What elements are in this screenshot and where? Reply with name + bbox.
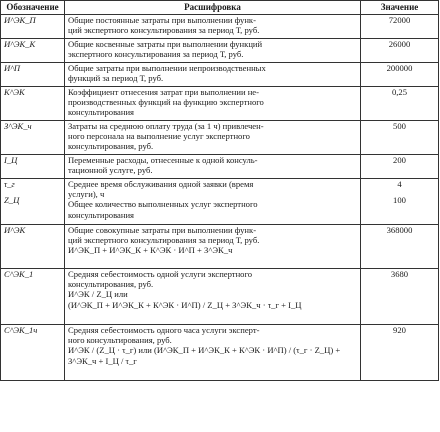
description-line: экспертного консультирования за период Т, руб. — [68, 49, 244, 60]
row-description — [65, 63, 361, 87]
table-row — [1, 63, 439, 87]
row-value: 500 — [361, 121, 439, 155]
description-line: (И^ЭК_П + И^ЭК_К + К^ЭК · И^П) / Z_Ц + З^ЭК_ч · τ_г + І_Ц — [68, 299, 302, 310]
row-value: 100 — [393, 195, 406, 206]
row-symbol: К^ЭК — [1, 87, 65, 121]
row-value: 26000 — [361, 39, 439, 63]
row-symbol-pair — [1, 179, 65, 225]
row-symbol: И^ЭК — [1, 225, 65, 269]
row-description — [65, 225, 361, 269]
row-value: 200 — [361, 155, 439, 179]
header-value: Значение — [361, 1, 439, 15]
description-line: Общее количество выполненных услуг экспертного — [68, 199, 258, 210]
table-row — [1, 155, 439, 179]
row-symbol: С^ЭК_1ч — [1, 325, 65, 381]
description-line: Коэффициент отнесения затрат при выполнении не- — [68, 87, 259, 97]
description-line: Общие косвенные затраты при выполнении функций — [68, 39, 263, 49]
description-line: ций экспертного консультирования за период Т, руб. — [68, 25, 260, 36]
description-line: Общие постоянные затраты при выполнении функ- — [68, 15, 256, 25]
description-line: И^ЭК_П + И^ЭК_К + К^ЭК · И^П + З^ЭК_ч — [68, 245, 233, 256]
table-row — [1, 225, 439, 269]
description-line: Средняя себестоимость одного часа услуги эксперт- — [68, 325, 260, 335]
description-line: И^ЭК / (Z_Ц · τ_г) или (И^ЭК_П + И^ЭК_К + К^ЭК · И^П) / (τ_г · Z_Ц) + — [68, 345, 341, 356]
row-value: 0,25 — [361, 87, 439, 121]
row-description — [65, 87, 361, 121]
table-row — [1, 15, 439, 39]
row-description — [65, 269, 361, 325]
row-value: 368000 — [361, 225, 439, 269]
row-symbol: И^ЭК_П — [1, 15, 65, 39]
table-row — [1, 269, 439, 325]
row-description — [65, 179, 361, 225]
description-line: консультирования — [68, 107, 134, 118]
description-line: производственных функций на функцию экспертного — [68, 97, 264, 108]
row-symbol: З^ЭК_ч — [1, 121, 65, 155]
row-symbol: И^П — [1, 63, 65, 87]
header-symbol: Обозначение — [1, 1, 65, 15]
row-symbol: С^ЭК_1 — [1, 269, 65, 325]
row-symbol: И^ЭК_К — [1, 39, 65, 63]
table-row — [1, 39, 439, 63]
description-line: консультирования — [68, 209, 134, 220]
table-header-row — [1, 1, 439, 15]
description-line: Среднее время обслуживания одной заявки (время — [68, 179, 254, 189]
description-line: функций за период Т, руб. — [68, 73, 164, 84]
row-symbol: τ_г — [4, 179, 15, 189]
description-line: тационной услуге, руб. — [68, 165, 153, 176]
row-value: 72000 — [361, 15, 439, 39]
table-row — [1, 179, 439, 225]
row-description — [65, 155, 361, 179]
description-line: И^ЭК / Z_Ц или — [68, 289, 128, 300]
row-value-pair — [361, 179, 439, 225]
description-line: Затраты на среднюю оплату труда (за 1 ч) привлечен- — [68, 121, 264, 131]
description-line: ного консультирования, руб. — [68, 335, 172, 346]
row-value: 4 — [397, 179, 402, 189]
row-symbol: І_Ц — [1, 155, 65, 179]
row-description — [65, 325, 361, 381]
description-line: ного персонала на выполнение услуг экспертного — [68, 131, 250, 142]
description-line: консультирования, руб. — [68, 279, 154, 290]
description-line: ций экспертного консультирования за период Т, руб. — [68, 235, 260, 246]
description-line: Средняя себестоимость одной услуги экспертного — [68, 269, 253, 279]
row-value: 200000 — [361, 63, 439, 87]
description-line: З^ЭК_ч + І_Ц / τ_г — [68, 355, 137, 366]
row-value: 3680 — [361, 269, 439, 325]
row-description — [65, 39, 361, 63]
row-value: 920 — [361, 325, 439, 381]
description-line: Переменные расходы, отнесенные к одной консуль- — [68, 155, 258, 165]
row-description — [65, 121, 361, 155]
description-line: Общие затраты при выполнении непроизводственных — [68, 63, 266, 73]
table-row — [1, 87, 439, 121]
row-description — [65, 15, 361, 39]
description-line: консультирования, руб. — [68, 141, 154, 152]
description-line: Общие совокупные затраты при выполнении функ- — [68, 225, 257, 235]
description-line: услуги), ч — [68, 189, 105, 200]
header-description: Расшифровка — [65, 1, 361, 15]
table-row — [1, 325, 439, 381]
table-row — [1, 121, 439, 155]
row-symbol: Z_Ц — [4, 195, 20, 206]
